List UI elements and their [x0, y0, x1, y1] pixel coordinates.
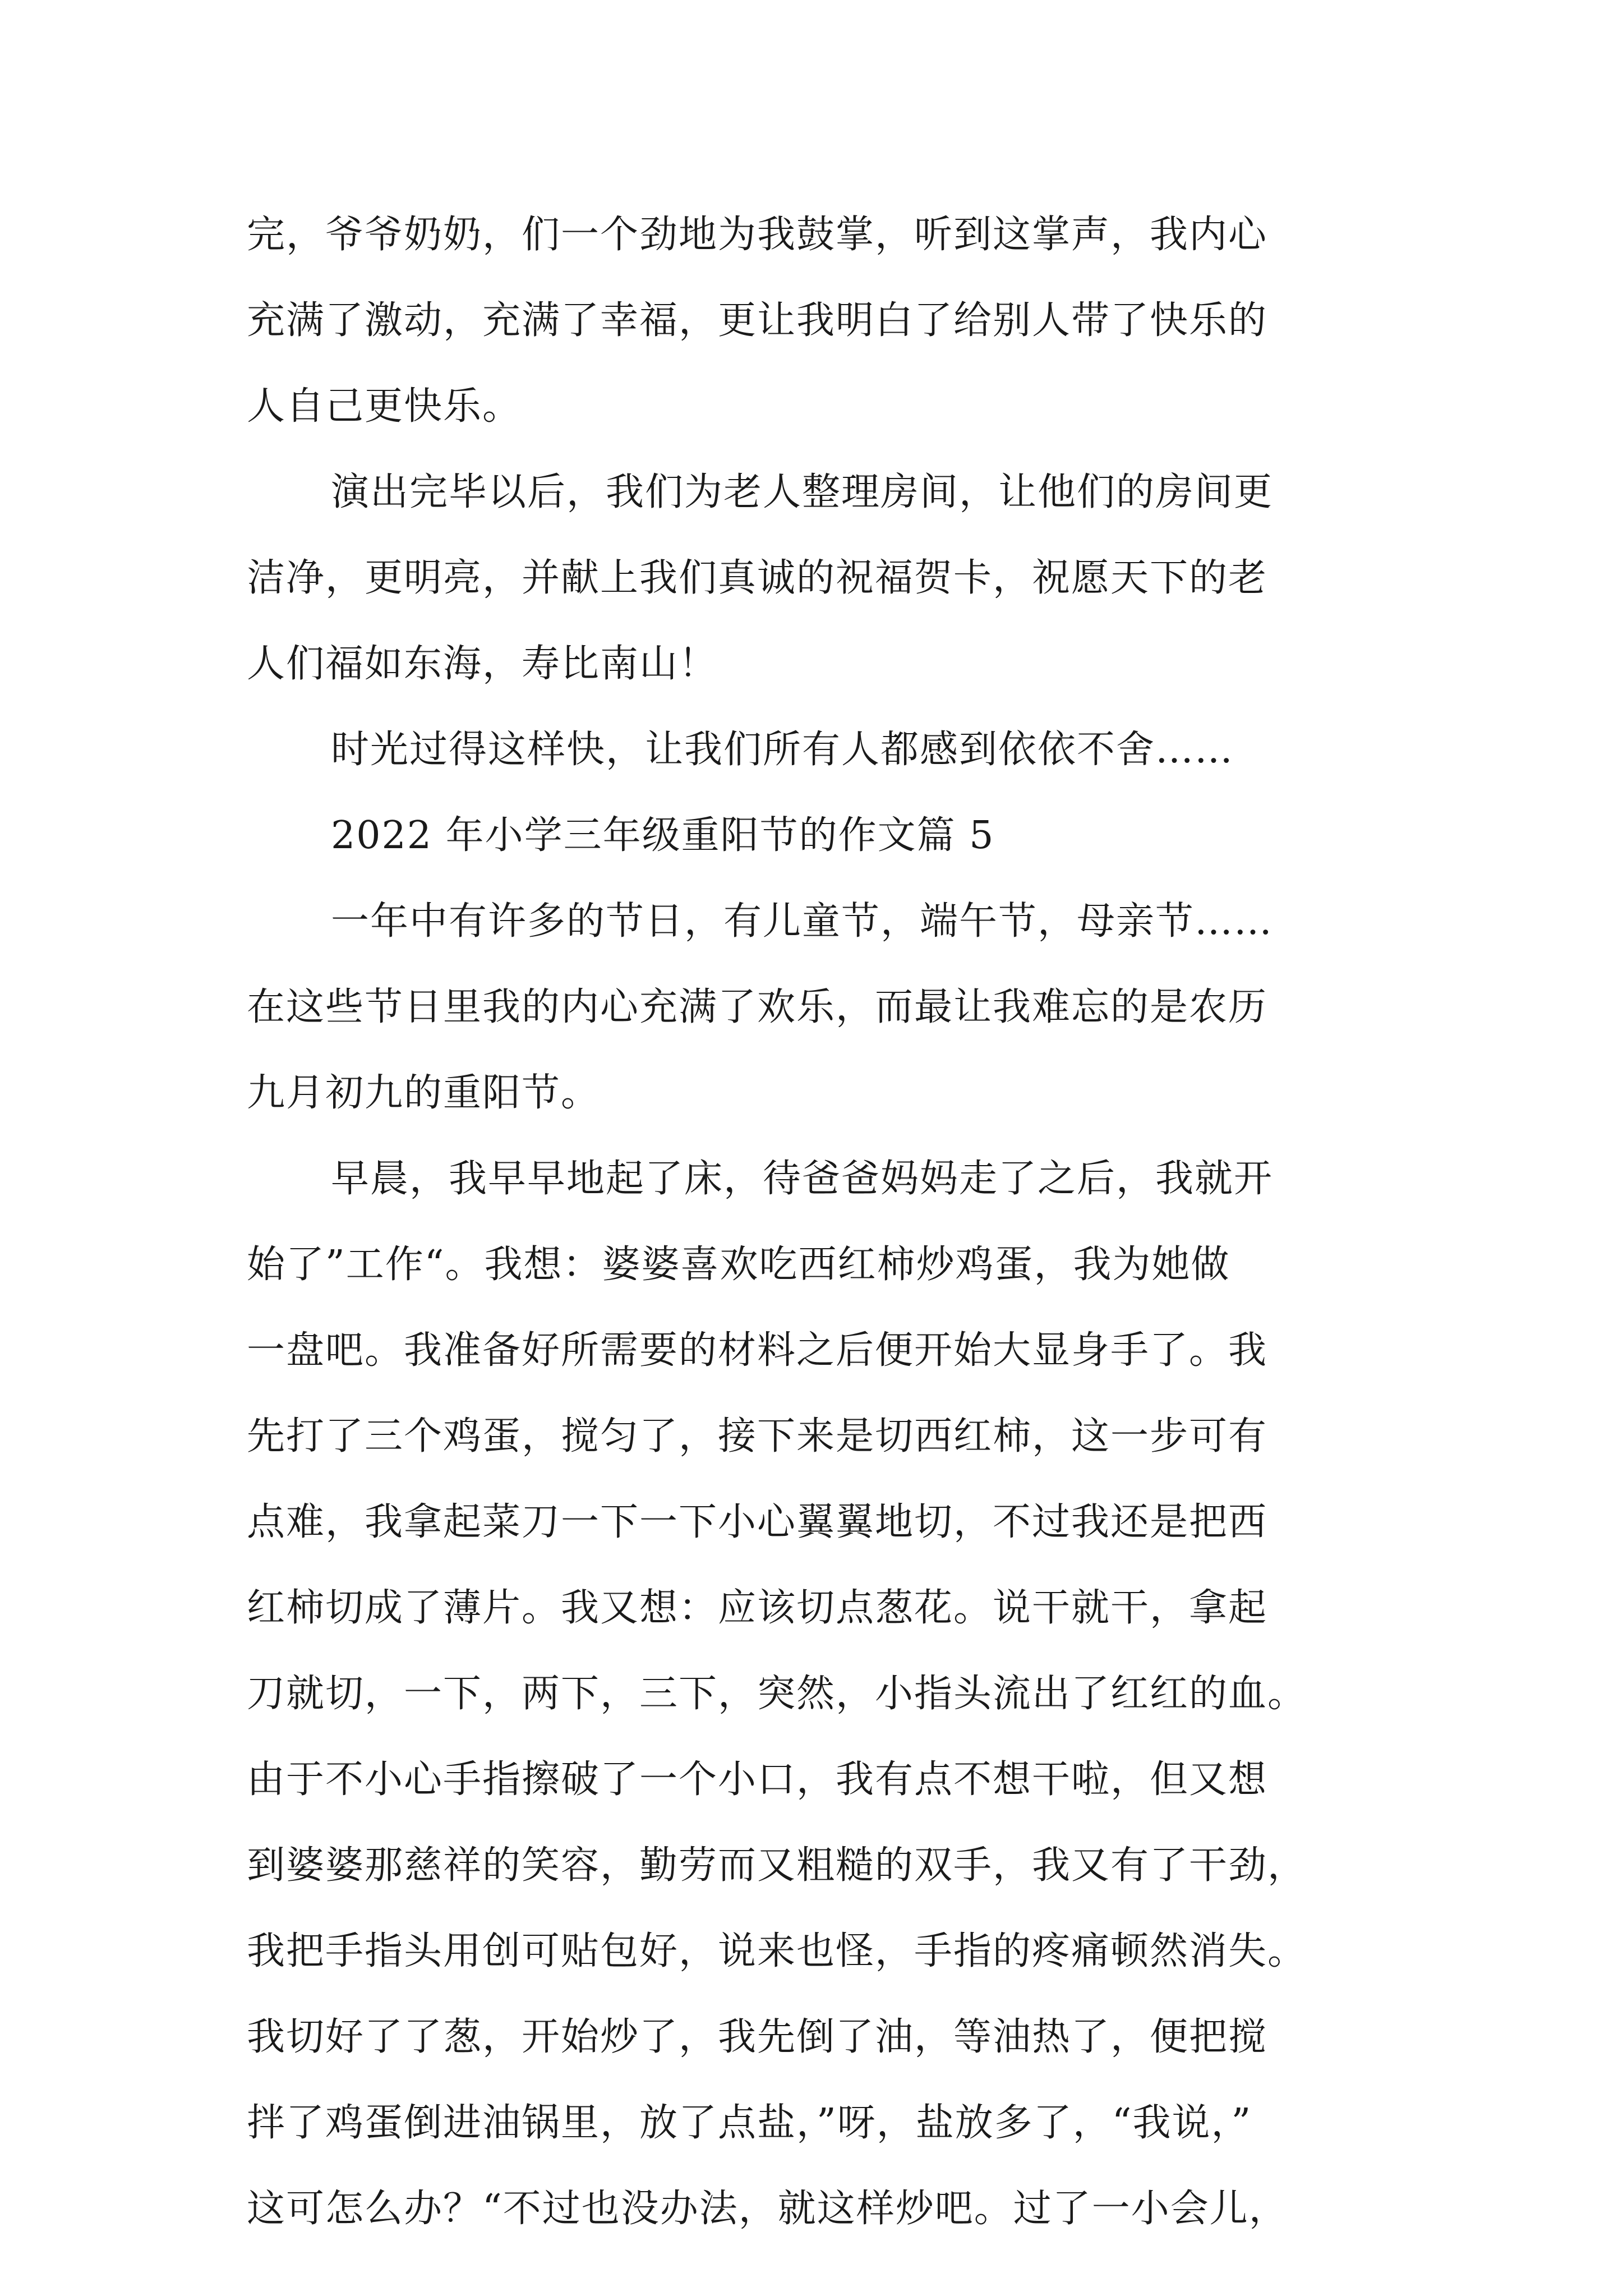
text-line: 点难，我拿起菜刀一下一下小心翼翼地切，不过我还是把西 [247, 1500, 1268, 1544]
text-line: 先打了三个鸡蛋，搅匀了，接下来是切西红柿，这一步可有 [247, 1414, 1268, 1458]
essay-heading: 2022 年小学三年级重阳节的作文篇 5 [331, 813, 995, 858]
text-line: 充满了激动，充满了幸福，更让我明白了给别人带了快乐的 [247, 298, 1268, 343]
text-line: 人自己更快乐。 [247, 384, 522, 429]
paragraph-start-line: 演出完毕以后，我们为老人整理房间，让他们的房间更 [331, 470, 1274, 514]
paragraph-start-line: 早晨，我早早地起了床，待爸爸妈妈走了之后，我就开 [331, 1157, 1274, 1201]
text-line: 一盘吧。我准备好所需要的材料之后便开始大显身手了。我 [247, 1328, 1268, 1373]
text-line: 红柿切成了薄片。我又想：应该切点葱花。说干就干，拿起 [247, 1586, 1268, 1630]
text-line: 九月初九的重阳节。 [247, 1071, 601, 1115]
text-line: 这可怎么办？“不过也没办法，就这样炒吧。过了一小会儿， [247, 2187, 1288, 2231]
text-line: 刀就切，一下，两下，三下，突然，小指头流出了红红的血。 [247, 1672, 1307, 1716]
text-line: 我切好了了葱，开始炒了，我先倒了油，等油热了，便把搅 [247, 2015, 1268, 2059]
text-line: 拌了鸡蛋倒进油锅里，放了点盐，”呀，盐放多了，“我说，” [247, 2101, 1252, 2145]
text-line: 到婆婆那慈祥的笑容，勤劳而又粗糙的双手，我又有了干劲， [247, 1843, 1307, 1888]
text-line: 完，爷爷奶奶，们一个劲地为我鼓掌，听到这掌声，我内心 [247, 213, 1268, 257]
text-line: 始了”工作“。我想：婆婆喜欢吃西红柿炒鸡蛋，我为她做 [247, 1243, 1230, 1287]
document-body [247, 192, 1374, 2252]
text-line: 在这些节日里我的内心充满了欢乐，而最让我难忘的是农历 [247, 985, 1268, 1029]
paragraph-start-line: 一年中有许多的节日，有儿童节，端午节，母亲节…… [331, 899, 1274, 944]
text-line: 由于不小心手指擦破了一个小口，我有点不想干啦，但又想 [247, 1757, 1268, 1802]
paragraph-start-line: 时光过得这样快，让我们所有人都感到依依不舍…… [331, 728, 1234, 772]
text-line: 洁净，更明亮，并献上我们真诚的祝福贺卡，祝愿天下的老 [247, 556, 1268, 600]
text-line: 人们福如东海，寿比南山！ [247, 642, 718, 686]
text-line: 我把手指头用创可贴包好，说来也怪，手指的疼痛顿然消失。 [247, 1929, 1307, 1973]
